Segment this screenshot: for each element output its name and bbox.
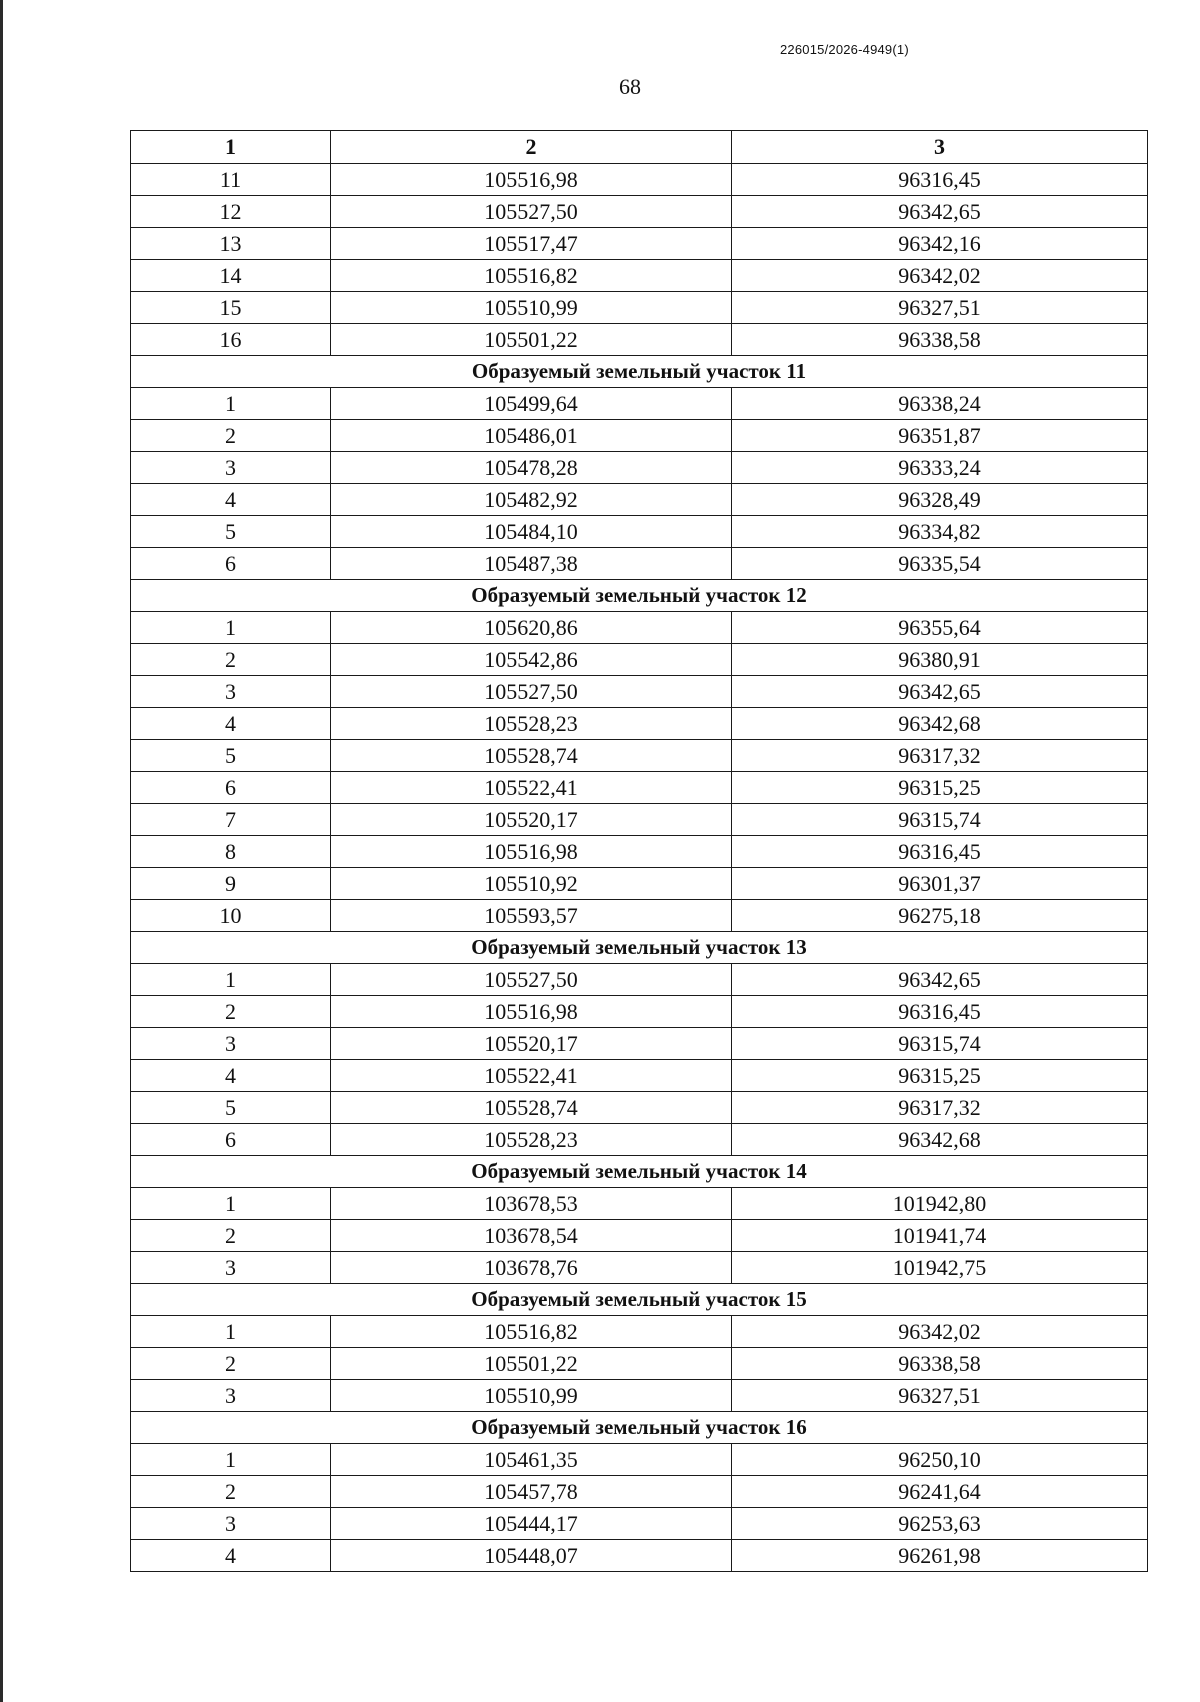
point-number-cell: 7: [131, 804, 331, 836]
coordinate-x-cell: 105487,38: [331, 548, 732, 580]
coordinate-y-cell: 96315,25: [732, 772, 1148, 804]
table-row: [131, 324, 1148, 356]
coordinate-y-cell: 96335,54: [732, 548, 1148, 580]
coordinate-y-cell: 96351,87: [732, 420, 1148, 452]
point-number-cell: 3: [131, 452, 331, 484]
coordinate-y-cell: 96342,65: [732, 676, 1148, 708]
table-row: [131, 1380, 1148, 1412]
table-row: [131, 740, 1148, 772]
table-row: [131, 260, 1148, 292]
coordinate-y-cell: 96355,64: [732, 612, 1148, 644]
point-number-cell: 1: [131, 1316, 331, 1348]
table-row: [131, 420, 1148, 452]
point-number-cell: 4: [131, 484, 331, 516]
coordinate-y-cell: 96327,51: [732, 1380, 1148, 1412]
table-row: [131, 1508, 1148, 1540]
coordinate-y-cell: 96316,45: [732, 836, 1148, 868]
point-number-cell: 6: [131, 1124, 331, 1156]
coordinate-y-cell: 96275,18: [732, 900, 1148, 932]
table-row: [131, 868, 1148, 900]
section-title: Образуемый земельный участок 13: [131, 932, 1148, 964]
table-row: [131, 484, 1148, 516]
point-number-cell: 8: [131, 836, 331, 868]
coordinate-y-cell: 96261,98: [732, 1540, 1148, 1572]
coordinate-x-cell: 105593,57: [331, 900, 732, 932]
section-header-row: [131, 1284, 1148, 1316]
coordinate-y-cell: 96317,32: [732, 740, 1148, 772]
point-number-cell: 2: [131, 1348, 331, 1380]
coordinate-y-cell: 101942,75: [732, 1252, 1148, 1284]
coordinate-x-cell: 105516,82: [331, 1316, 732, 1348]
coordinate-y-cell: 96315,74: [732, 1028, 1148, 1060]
table-row: [131, 1476, 1148, 1508]
coordinate-x-cell: 105520,17: [331, 1028, 732, 1060]
section-header-row: [131, 932, 1148, 964]
point-number-cell: 16: [131, 324, 331, 356]
coordinate-y-cell: 96315,74: [732, 804, 1148, 836]
coordinate-y-cell: 96315,25: [732, 1060, 1148, 1092]
table-row: [131, 548, 1148, 580]
column-header-3: 3: [732, 131, 1148, 164]
point-number-cell: 2: [131, 1220, 331, 1252]
coordinate-y-cell: 96316,45: [732, 996, 1148, 1028]
coordinate-y-cell: 96241,64: [732, 1476, 1148, 1508]
coordinate-x-cell: 105528,74: [331, 1092, 732, 1124]
table-row: [131, 676, 1148, 708]
point-number-cell: 5: [131, 516, 331, 548]
coordinate-x-cell: 105461,35: [331, 1444, 732, 1476]
coordinate-x-cell: 105516,98: [331, 836, 732, 868]
table-row: [131, 1060, 1148, 1092]
point-number-cell: 11: [131, 164, 331, 196]
coordinate-x-cell: 105501,22: [331, 324, 732, 356]
coordinate-x-cell: 105478,28: [331, 452, 732, 484]
column-header-2: 2: [331, 131, 732, 164]
point-number-cell: 3: [131, 1252, 331, 1284]
point-number-cell: 13: [131, 228, 331, 260]
coordinate-x-cell: 105520,17: [331, 804, 732, 836]
coordinate-y-cell: 96342,65: [732, 196, 1148, 228]
table-row: [131, 1092, 1148, 1124]
page-number: 68: [619, 74, 641, 99]
coordinate-x-cell: 105482,92: [331, 484, 732, 516]
point-number-cell: 6: [131, 548, 331, 580]
table-row: [131, 1220, 1148, 1252]
point-number-cell: 2: [131, 420, 331, 452]
coordinate-y-cell: 96380,91: [732, 644, 1148, 676]
coordinate-x-cell: 105484,10: [331, 516, 732, 548]
coordinate-x-cell: 105448,07: [331, 1540, 732, 1572]
coordinate-x-cell: 105527,50: [331, 676, 732, 708]
table-row: [131, 612, 1148, 644]
scan-left-edge: [0, 0, 3, 1702]
coordinate-y-cell: 96342,02: [732, 260, 1148, 292]
point-number-cell: 6: [131, 772, 331, 804]
point-number-cell: 2: [131, 996, 331, 1028]
table-row: [131, 1316, 1148, 1348]
table-row: [131, 836, 1148, 868]
coordinate-y-cell: 96342,16: [732, 228, 1148, 260]
coordinate-x-cell: 105486,01: [331, 420, 732, 452]
point-number-cell: 9: [131, 868, 331, 900]
point-number-cell: 3: [131, 1028, 331, 1060]
coordinate-x-cell: 105517,47: [331, 228, 732, 260]
section-title: Образуемый земельный участок 11: [131, 356, 1148, 388]
table-row: [131, 900, 1148, 932]
coordinate-y-cell: 101941,74: [732, 1220, 1148, 1252]
coordinates-table: [130, 130, 1148, 1572]
coordinate-y-cell: 96342,02: [732, 1316, 1148, 1348]
section-header-row: [131, 1156, 1148, 1188]
table-row: [131, 1348, 1148, 1380]
coordinate-y-cell: 96317,32: [732, 1092, 1148, 1124]
point-number-cell: 3: [131, 1380, 331, 1412]
table-row: [131, 292, 1148, 324]
section-title: Образуемый земельный участок 16: [131, 1412, 1148, 1444]
table-row: [131, 452, 1148, 484]
coordinate-y-cell: 96342,68: [732, 1124, 1148, 1156]
section-title: Образуемый земельный участок 12: [131, 580, 1148, 612]
coordinate-x-cell: 105444,17: [331, 1508, 732, 1540]
coordinate-x-cell: 105510,99: [331, 1380, 732, 1412]
coordinate-y-cell: 96327,51: [732, 292, 1148, 324]
point-number-cell: 3: [131, 1508, 331, 1540]
coordinate-x-cell: 105542,86: [331, 644, 732, 676]
point-number-cell: 5: [131, 740, 331, 772]
coordinate-y-cell: 96338,24: [732, 388, 1148, 420]
coordinate-x-cell: 105510,92: [331, 868, 732, 900]
point-number-cell: 1: [131, 388, 331, 420]
coordinate-y-cell: 96333,24: [732, 452, 1148, 484]
coordinate-y-cell: 96253,63: [732, 1508, 1148, 1540]
coordinate-x-cell: 103678,53: [331, 1188, 732, 1220]
coordinate-x-cell: 103678,54: [331, 1220, 732, 1252]
coordinate-x-cell: 105510,99: [331, 292, 732, 324]
table-row: [131, 996, 1148, 1028]
coordinate-x-cell: 105499,64: [331, 388, 732, 420]
section-header-row: [131, 1412, 1148, 1444]
table-row: [131, 1540, 1148, 1572]
section-header-row: [131, 580, 1148, 612]
table-row: [131, 804, 1148, 836]
table-row: [131, 1188, 1148, 1220]
table-row: [131, 1028, 1148, 1060]
point-number-cell: 1: [131, 1188, 331, 1220]
point-number-cell: 14: [131, 260, 331, 292]
coordinate-x-cell: 105522,41: [331, 772, 732, 804]
point-number-cell: 2: [131, 1476, 331, 1508]
point-number-cell: 4: [131, 1540, 331, 1572]
table-row: [131, 1252, 1148, 1284]
coordinate-x-cell: 105528,23: [331, 1124, 732, 1156]
coordinate-y-cell: 96342,68: [732, 708, 1148, 740]
coordinate-y-cell: 96338,58: [732, 324, 1148, 356]
point-number-cell: 10: [131, 900, 331, 932]
point-number-cell: 15: [131, 292, 331, 324]
section-title: Образуемый земельный участок 15: [131, 1284, 1148, 1316]
coordinate-y-cell: 96342,65: [732, 964, 1148, 996]
coordinate-x-cell: 105457,78: [331, 1476, 732, 1508]
table-row: [131, 964, 1148, 996]
point-number-cell: 5: [131, 1092, 331, 1124]
point-number-cell: 1: [131, 1444, 331, 1476]
coordinate-x-cell: 105527,50: [331, 196, 732, 228]
table-row: [131, 1124, 1148, 1156]
coordinate-x-cell: 105620,86: [331, 612, 732, 644]
table-row: [131, 708, 1148, 740]
point-number-cell: 4: [131, 1060, 331, 1092]
coordinate-x-cell: 105516,82: [331, 260, 732, 292]
table-row: [131, 228, 1148, 260]
section-title: Образуемый земельный участок 14: [131, 1156, 1148, 1188]
point-number-cell: 12: [131, 196, 331, 228]
table-row: [131, 644, 1148, 676]
point-number-cell: 1: [131, 964, 331, 996]
table-row: [131, 1444, 1148, 1476]
point-number-cell: 3: [131, 676, 331, 708]
table-row: [131, 196, 1148, 228]
table-row: [131, 388, 1148, 420]
coordinate-y-cell: 96250,10: [732, 1444, 1148, 1476]
point-number-cell: 2: [131, 644, 331, 676]
coordinate-y-cell: 96334,82: [732, 516, 1148, 548]
table-body: [131, 164, 1148, 1572]
table-row: [131, 164, 1148, 196]
coordinate-x-cell: 105516,98: [331, 996, 732, 1028]
document-number: 226015/2026-4949(1): [780, 42, 909, 57]
coordinate-y-cell: 96328,49: [732, 484, 1148, 516]
coordinate-y-cell: 96301,37: [732, 868, 1148, 900]
table-row: [131, 772, 1148, 804]
table-header-row: [131, 131, 1148, 164]
coordinate-x-cell: 105527,50: [331, 964, 732, 996]
coordinate-x-cell: 105528,74: [331, 740, 732, 772]
coordinate-x-cell: 105522,41: [331, 1060, 732, 1092]
coordinate-y-cell: 96338,58: [732, 1348, 1148, 1380]
point-number-cell: 1: [131, 612, 331, 644]
coordinate-x-cell: 105501,22: [331, 1348, 732, 1380]
coordinate-y-cell: 96316,45: [732, 164, 1148, 196]
coordinate-y-cell: 101942,80: [732, 1188, 1148, 1220]
point-number-cell: 4: [131, 708, 331, 740]
section-header-row: [131, 356, 1148, 388]
coordinate-x-cell: 105528,23: [331, 708, 732, 740]
table-row: [131, 516, 1148, 548]
coordinate-x-cell: 105516,98: [331, 164, 732, 196]
coordinate-x-cell: 103678,76: [331, 1252, 732, 1284]
column-header-1: 1: [131, 131, 331, 164]
